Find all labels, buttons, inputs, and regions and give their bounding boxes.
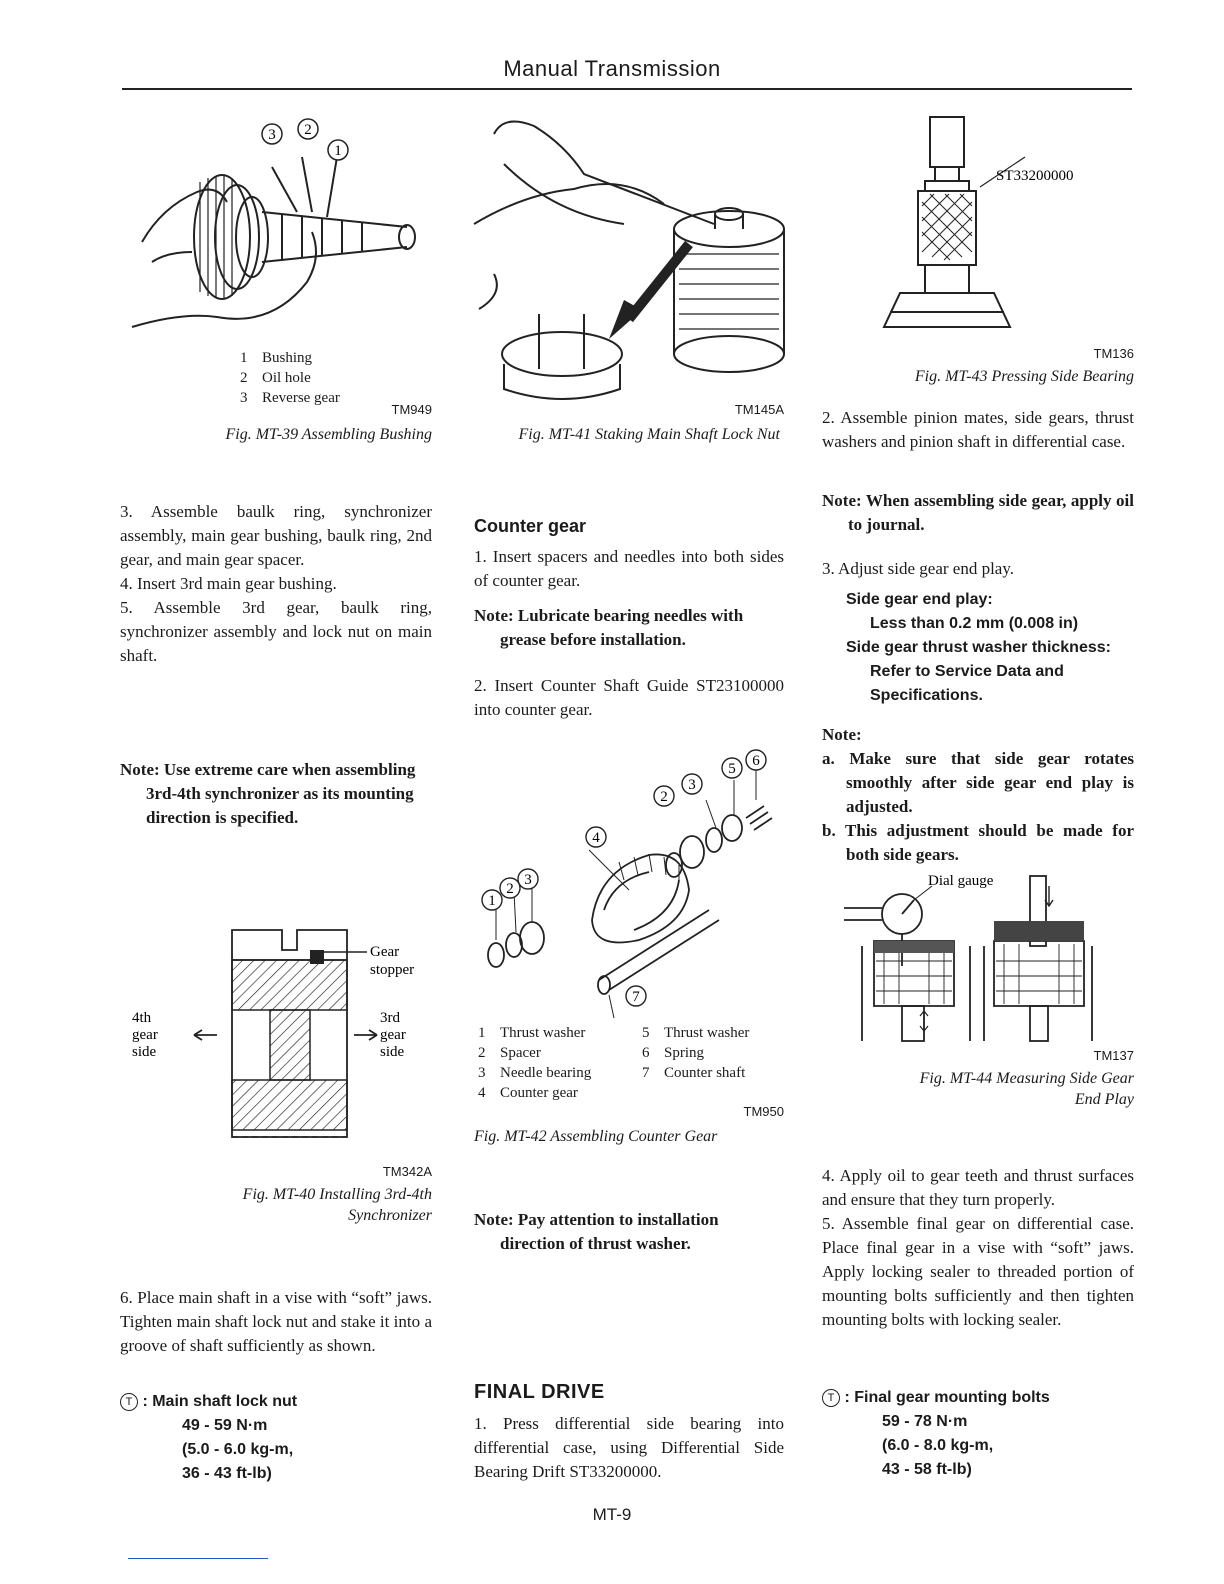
header-rule bbox=[122, 88, 1132, 90]
fig43-caption: Fig. MT-43 Pressing Side Bearing bbox=[914, 368, 1134, 385]
legend-item: 1 Thrust washer bbox=[478, 1025, 586, 1041]
fig42-callout-7: 7 bbox=[632, 989, 640, 1005]
legend-item: 1 Bushing bbox=[240, 350, 313, 366]
spec-label: Side gear thrust washer thickness: bbox=[846, 639, 1111, 656]
col2-note1: Note: Lubricate bearing needles with grease before installation. bbox=[474, 606, 744, 649]
fig39-code: TM949 bbox=[391, 402, 432, 417]
counter-gear-heading: Counter gear bbox=[474, 516, 587, 536]
fig-mt42-illustration bbox=[474, 740, 786, 1020]
legend-item: 4 Counter gear bbox=[478, 1085, 578, 1101]
fig-mt43-illustration bbox=[870, 112, 1130, 347]
torque-value: 43 - 58 ft-lb) bbox=[882, 1461, 972, 1478]
col3-step3 bbox=[822, 557, 1134, 581]
fig42-callout-4: 4 bbox=[592, 830, 600, 846]
torque-value: 36 - 43 ft-lb) bbox=[182, 1465, 272, 1482]
step-3: 3. Adjust side gear end play. bbox=[822, 559, 1014, 578]
fig42-callout-1: 1 bbox=[488, 893, 496, 909]
fig-mt41-illustration bbox=[474, 104, 786, 404]
fig44-caption: Fig. MT-44 Measuring Side Gear End Play bbox=[919, 1070, 1134, 1108]
col3-note1: Note: When assembling side gear, apply oil to journal. bbox=[822, 491, 1134, 534]
fig40-caption: Fig. MT-40 Installing 3rd-4th Synchronizer bbox=[242, 1186, 432, 1224]
fig40-left-label: 4th gear side bbox=[132, 1010, 158, 1060]
col1-text-lower bbox=[120, 1286, 432, 1358]
col3-lower-text bbox=[822, 1164, 1134, 1332]
torque-value: (5.0 - 6.0 kg-m, bbox=[182, 1441, 294, 1458]
step-5: 5. Assemble 3rd gear, baulk ring, synchronizer assembly and lock nut on main shaft. bbox=[120, 598, 432, 665]
torque-symbol: T bbox=[120, 1393, 138, 1411]
step-2: 2. Insert Counter Shaft Guide ST23100000 into counter gear. bbox=[474, 676, 784, 719]
col1-note bbox=[120, 758, 432, 830]
step-3: 3. Assemble baulk ring, synchronizer assembly, main gear bushing, baulk ring, 2nd gear, and main gear spacer. bbox=[120, 502, 432, 569]
col3-specs bbox=[846, 588, 1136, 708]
fig41-code: TM145A bbox=[734, 402, 784, 417]
fig39-callout-3: 3 bbox=[268, 127, 276, 143]
step-2: 2. Assemble pinion mates, side gears, thrust washers and pinion shaft in differential case. bbox=[822, 408, 1134, 451]
col2-fd-step1 bbox=[474, 1412, 784, 1484]
fig42-code: TM950 bbox=[743, 1104, 784, 1119]
fig42-callout-2b: 2 bbox=[660, 789, 668, 805]
col1-text-upper bbox=[120, 500, 432, 668]
note-label: Note: bbox=[120, 760, 160, 779]
fig42-callout-2a: 2 bbox=[506, 881, 514, 897]
spec-value: Refer to Service Data and bbox=[870, 663, 1064, 680]
fig40-stopper-label: Gear stopper bbox=[370, 944, 415, 978]
fig-mt39-illustration bbox=[122, 112, 432, 352]
col1-torque bbox=[120, 1390, 432, 1486]
fig39-caption: Fig. MT-39 Assembling Bushing bbox=[225, 426, 432, 443]
col3-note2: Note: a. Make sure that side gear rotates smoothly after side gear end play is adjusted. b. This adjustment should be made for both side gears. bbox=[822, 723, 1134, 867]
fig42-callout-3b: 3 bbox=[688, 777, 696, 793]
legend-item: 2 Oil hole bbox=[240, 370, 311, 386]
note-text: Use extreme care when assembling 3rd-4th synchronizer as its mounting direction is specified. bbox=[146, 760, 416, 827]
fig39-callout-1: 1 bbox=[334, 143, 342, 159]
legend-item: 5 Thrust washer bbox=[642, 1025, 750, 1041]
fig43-tool-label: ST33200000 bbox=[996, 168, 1074, 184]
final-drive-heading: FINAL DRIVE bbox=[474, 1381, 605, 1403]
fig40-right-label: 3rd gear side bbox=[380, 1010, 406, 1060]
fig42-legend-left bbox=[478, 1023, 638, 1103]
fig42-callout-5: 5 bbox=[728, 761, 736, 777]
step-1: 1. Insert spacers and needles into both sides of counter gear. bbox=[474, 547, 784, 590]
step-6: 6. Place main shaft in a vise with “soft” jaws. Tighten main shaft lock nut and stake it into a groove of shaft sufficiently as shown. bbox=[120, 1288, 432, 1355]
fig44-gauge-label: Dial gauge bbox=[928, 873, 994, 889]
fig43-code: TM136 bbox=[1093, 346, 1134, 361]
page-header: Manual Transmission bbox=[503, 56, 721, 81]
spec-value: Specifications. bbox=[870, 687, 983, 704]
col3-torque bbox=[822, 1386, 1134, 1482]
step-4: 4. Apply oil to gear teeth and thrust surfaces and ensure that they turn properly. bbox=[822, 1166, 1134, 1209]
torque-label: : Main shaft lock nut bbox=[142, 1393, 298, 1410]
col2-step2 bbox=[474, 674, 784, 722]
legend-item: 2 Spacer bbox=[478, 1045, 541, 1061]
legend-item: 7 Counter shaft bbox=[642, 1065, 746, 1081]
fig-mt40-illustration bbox=[122, 922, 432, 1162]
col2-step1 bbox=[474, 545, 784, 593]
footer-divider bbox=[128, 1558, 268, 1559]
note-item-b: b. This adjustment should be made for both side gears. bbox=[822, 821, 1134, 864]
col2-note2: Note: Pay attention to installation direction of thrust washer. bbox=[474, 1210, 719, 1253]
spec-value: Less than 0.2 mm (0.008 in) bbox=[870, 615, 1079, 632]
torque-value: 49 - 59 N·m bbox=[182, 1417, 268, 1434]
page-number: MT-9 bbox=[592, 1505, 632, 1524]
fig-mt44-illustration bbox=[844, 866, 1114, 1044]
fig42-caption: Fig. MT-42 Assembling Counter Gear bbox=[474, 1128, 718, 1145]
legend-item: 3 Reverse gear bbox=[240, 390, 340, 406]
legend-item: 3 Needle bearing bbox=[478, 1065, 592, 1081]
fig41-caption: Fig. MT-41 Staking Main Shaft Lock Nut bbox=[518, 426, 780, 443]
fig42-callout-6: 6 bbox=[752, 753, 760, 769]
fig42-legend-right bbox=[642, 1023, 787, 1083]
col3-step2 bbox=[822, 406, 1134, 454]
torque-symbol: T bbox=[822, 1389, 840, 1407]
fig40-code: TM342A bbox=[382, 1164, 432, 1179]
legend-item: 6 Spring bbox=[642, 1045, 705, 1061]
step-4: 4. Insert 3rd main gear bushing. bbox=[120, 574, 337, 593]
step-5: 5. Assemble final gear on differential case. Place final gear in a vise with “soft” jaws. Apply locking sealer to threaded portion of mounting bolts sufficiently and then tighten mounting bolts with locking sealer. bbox=[822, 1214, 1134, 1329]
torque-value: (6.0 - 8.0 kg-m, bbox=[882, 1437, 994, 1454]
fig39-callout-2: 2 bbox=[304, 122, 312, 138]
note-item-a: a. Make sure that side gear rotates smoothly after side gear end play is adjusted. bbox=[822, 749, 1134, 816]
torque-label: : Final gear mounting bolts bbox=[844, 1389, 1050, 1406]
fig44-code: TM137 bbox=[1093, 1048, 1134, 1063]
fd-step-1: 1. Press differential side bearing into differential case, using Differential Side Bearing Drift ST33200000. bbox=[474, 1414, 784, 1481]
torque-value: 59 - 78 N·m bbox=[882, 1413, 968, 1430]
fig42-callout-3a: 3 bbox=[524, 872, 532, 888]
spec-label: Side gear end play: bbox=[846, 591, 993, 608]
